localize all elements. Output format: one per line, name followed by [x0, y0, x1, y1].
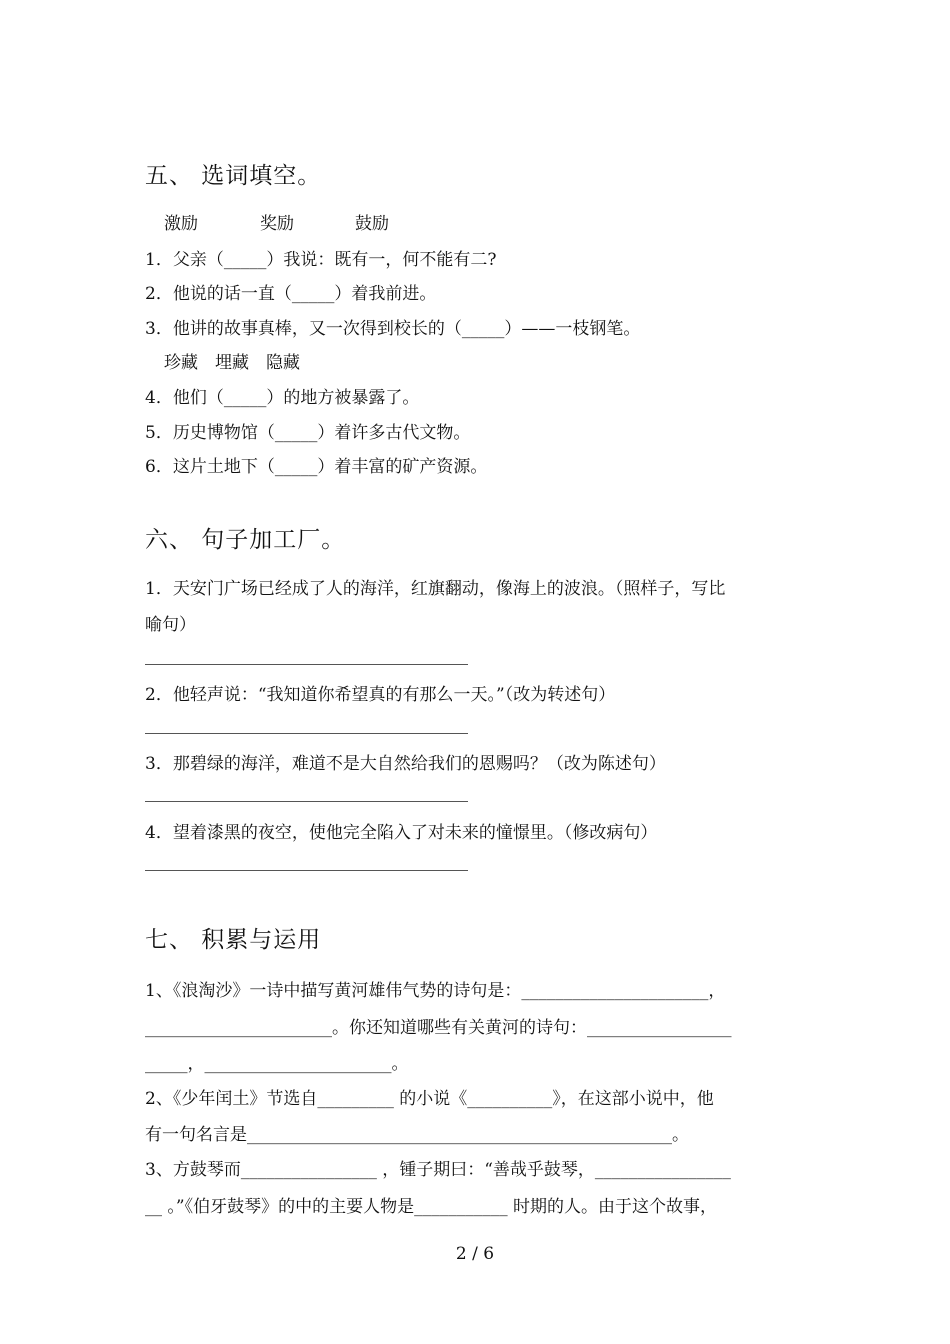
- fill-item-6: 6．这片土地下（_____）着丰富的矿产资源。: [145, 457, 488, 477]
- fill-item-3: 3．他讲的故事真棒，又一次得到校长的（_____）——一枝钢笔。: [145, 319, 641, 339]
- word-option: 激励: [164, 214, 198, 234]
- answer-line[interactable]: [145, 870, 468, 871]
- accumulation-q3-line2: __ 。”《伯牙鼓琴》的中的主要人物是___________ 时期的人。由于这个故事，: [145, 1197, 717, 1217]
- sentence-q3: 3．那碧绿的海洋，难道不是大自然给我们的恩赐吗？（改为陈述句）: [145, 754, 666, 774]
- fill-item-4: 4．他们（_____）的地方被暴露了。: [145, 388, 420, 408]
- fill-item-1: 1．父亲（_____）我说：既有一，何不能有二?: [145, 250, 497, 270]
- answer-line[interactable]: [145, 733, 468, 734]
- accumulation-q2-line1: 2、《少年闰土》节选自_________ 的小说《__________》，在这部小说中，他: [145, 1089, 714, 1109]
- answer-line[interactable]: [145, 664, 468, 665]
- section7-title: 七、 积累与运用: [145, 927, 322, 953]
- accumulation-q1-line2: ______________________。你还知道哪些有关黄河的诗句：_________________: [145, 1018, 732, 1038]
- sentence-q4: 4．望着漆黑的夜空，使他完全陷入了对未来的憧憬里。（修改病句）: [145, 823, 658, 843]
- answer-line[interactable]: [145, 801, 468, 802]
- sentence-q1-line1: 1．天安门广场已经成了人的海洋，红旗翻动，像海上的波浪。（照样子，写比: [145, 579, 726, 599]
- accumulation-q1-line3: _____，______________________。: [145, 1054, 409, 1074]
- sentence-q1-line2: 喻句）: [145, 615, 196, 635]
- word-option: 鼓励: [355, 214, 389, 234]
- word-options-group2: 珍藏 埋藏 隐藏: [164, 353, 300, 373]
- page-number: 2 / 6: [455, 1244, 495, 1264]
- word-option: 奖励: [260, 214, 294, 234]
- accumulation-q1-line1: 1、《浪淘沙》一诗中描写黄河雄伟气势的诗句是：______________________，: [145, 981, 726, 1001]
- fill-item-2: 2．他说的话一直（_____）着我前进。: [145, 284, 437, 304]
- accumulation-q3-line1: 3、方鼓琴而________________ ，锺子期曰：“善哉乎鼓琴，________________: [145, 1160, 731, 1180]
- section6-title: 六、 句子加工厂。: [145, 527, 346, 553]
- accumulation-q2-line2: 有一句名言是__________________________________________________。: [145, 1125, 689, 1145]
- section5-title: 五、 选词填空。: [145, 163, 322, 189]
- sentence-q2: 2．他轻声说：“我知道你希望真的有那么一天。”（改为转述句）: [145, 685, 616, 705]
- fill-item-5: 5．历史博物馆（_____）着许多古代文物。: [145, 423, 471, 443]
